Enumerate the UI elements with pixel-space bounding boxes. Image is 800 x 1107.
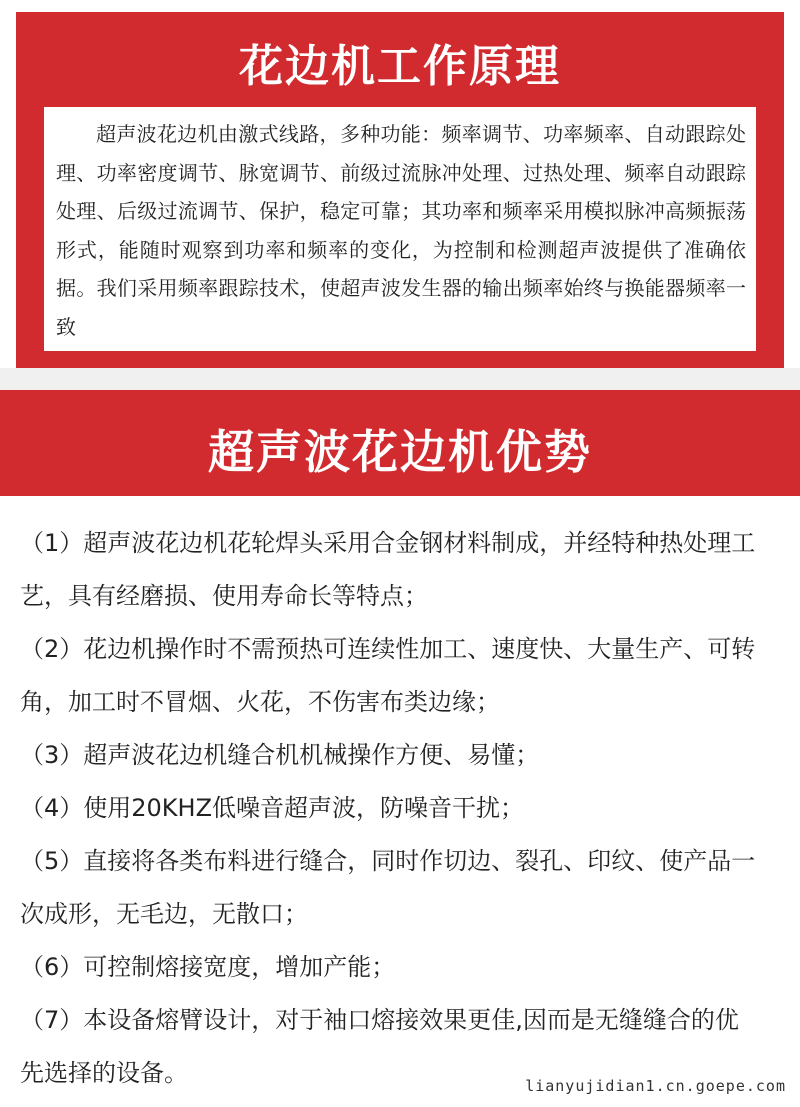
principle-section	[16, 12, 784, 368]
advantages-list	[20, 517, 760, 1100]
advantages-banner	[0, 390, 800, 496]
principle-title: 花边机工作原理	[239, 41, 561, 92]
principle-paragraph: 超声波花边机由激式线路，多种功能：频率调节、功率频率、自动跟踪处理、功率密度调节、脉宽调节、前级过流脉冲处理、过热处理、频率自动跟踪处理、后级过流调节、保护，稳定可靠；其功率和频率采用模拟脉冲高频振荡形式，能随时观察到功率和频率的变化，为控制和检测超声波提供了准确依据。我们采用频率跟踪技术，使超声波发生器的输出频率始终与换能器频率一致	[56, 122, 746, 339]
watermark-url: lianyujidian1.cn.goepe.com	[525, 1077, 786, 1095]
list-item: （7）本设备熔臂设计，对于袖口熔接效果更佳,因而是无缝缝合的优先选择的设备。	[20, 1006, 739, 1087]
list-item: （1）超声波花边机花轮焊头采用合金钢材料制成，并经特种热处理工艺，具有经磨损、使用寿命长等特点；	[20, 529, 756, 610]
section-divider	[0, 368, 800, 390]
list-item: （5）直接将各类布料进行缝合，同时作切边、裂孔、印纹、使产品一次成形，无毛边，无散口；	[20, 847, 756, 928]
list-item: （3）超声波花边机缝合机机械操作方便、易懂；	[20, 741, 540, 769]
list-item: （4）使用20KHZ低噪音超声波，防噪音干扰；	[20, 794, 525, 822]
principle-text-box	[44, 107, 756, 351]
list-item: （6）可控制熔接宽度，增加产能；	[20, 953, 396, 981]
list-item: （2）花边机操作时不需预热可连续性加工、速度快、大量生产、可转角，加工时不冒烟、火花，不伤害布类边缘；	[20, 635, 756, 716]
advantages-title: 超声波花边机优势	[208, 425, 592, 479]
